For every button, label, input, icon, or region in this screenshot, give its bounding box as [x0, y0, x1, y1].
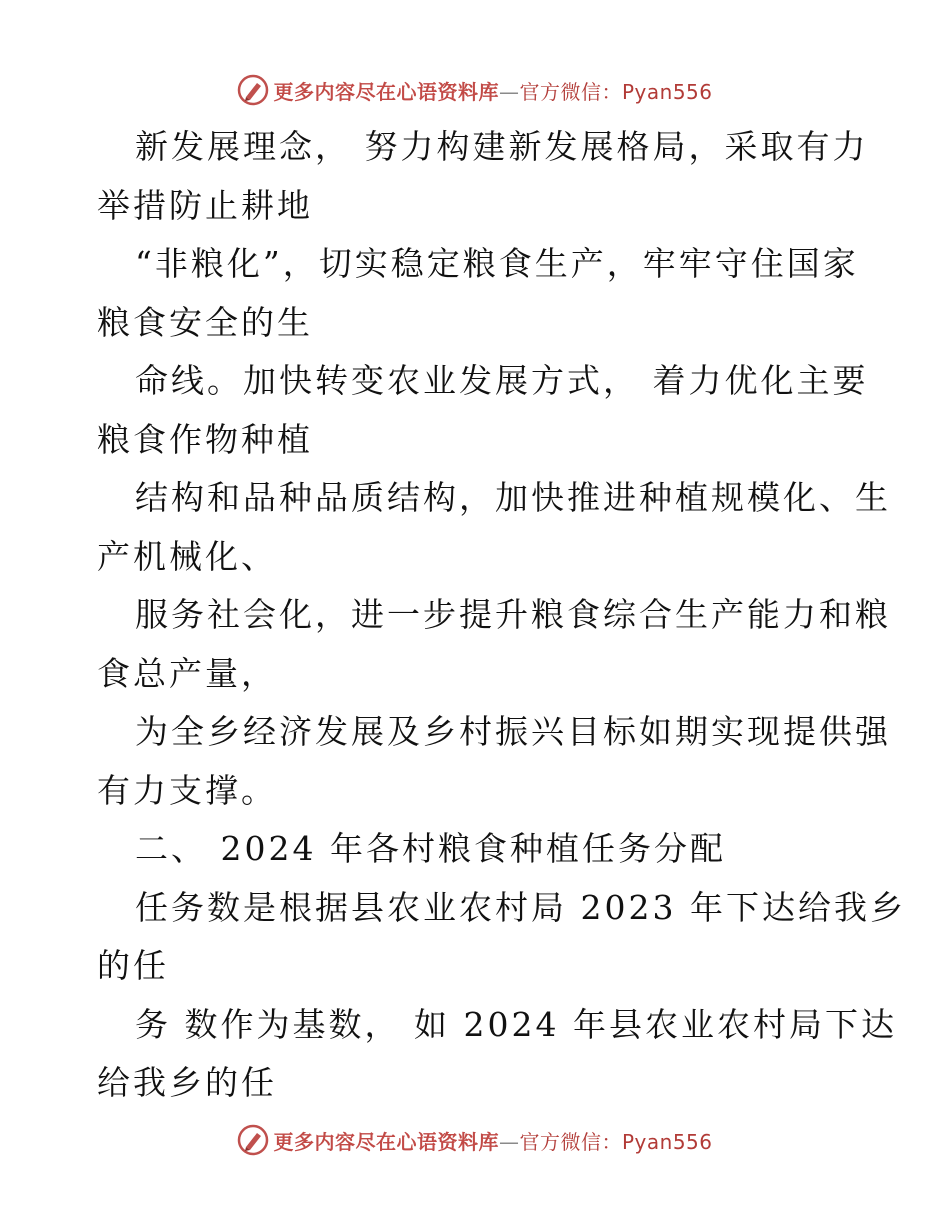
body-line: 为全乡经济发展及乡村振兴目标如期实现提供强	[135, 712, 891, 751]
watermark-official: 官方微信：	[519, 79, 622, 104]
body-line: 给我乡的任	[97, 1063, 277, 1102]
footer-watermark	[0, 1120, 950, 1160]
body-line: 服务社会化，进一步提升粮食综合生产能力和粮	[135, 595, 891, 634]
body-line: 产机械化、	[97, 536, 277, 576]
body-line: 结构和品种品质结构，加快推进种植规模化、生	[135, 478, 891, 517]
watermark-id: Pyan556	[621, 79, 713, 104]
header-watermark	[0, 70, 950, 110]
watermark-dash: —	[498, 1129, 520, 1154]
body-line: 粮食安全的生	[97, 302, 313, 342]
watermark-main: 更多内容尽在心语资料库	[273, 1129, 499, 1154]
pen-logo-icon	[237, 74, 269, 106]
body-line: 务 数作为基数， 如 2024 年县农业农村局下达	[135, 1004, 897, 1044]
body-line: 举措防止耕地	[97, 185, 313, 225]
section-heading: 二、 2024 年各村粮食种植任务分配	[135, 829, 726, 868]
watermark-official: 官方微信：	[519, 1129, 622, 1154]
pen-logo-icon	[237, 1124, 269, 1156]
document-body	[97, 118, 906, 1113]
body-line: “非粮化”，切实稳定粮食生产，牢牢守住国家	[135, 244, 859, 283]
body-line: 新发展理念， 努力构建新发展格局，采取有力	[135, 127, 869, 166]
body-line: 任务数是根据县农业农村局 2023 年下达给我乡	[135, 887, 906, 927]
watermark-dash: —	[498, 79, 520, 104]
body-line: 命线。加快转变农业发展方式， 着力优化主要	[135, 361, 869, 400]
watermark-id: Pyan556	[621, 1129, 713, 1154]
watermark-text	[273, 76, 712, 105]
watermark-main: 更多内容尽在心语资料库	[273, 79, 499, 104]
body-line: 食总产量，	[97, 653, 277, 693]
body-line: 的任	[97, 946, 169, 985]
watermark-text	[273, 1126, 712, 1155]
body-line: 有力支撑。	[97, 770, 277, 810]
body-line: 粮食作物种植	[97, 419, 313, 459]
